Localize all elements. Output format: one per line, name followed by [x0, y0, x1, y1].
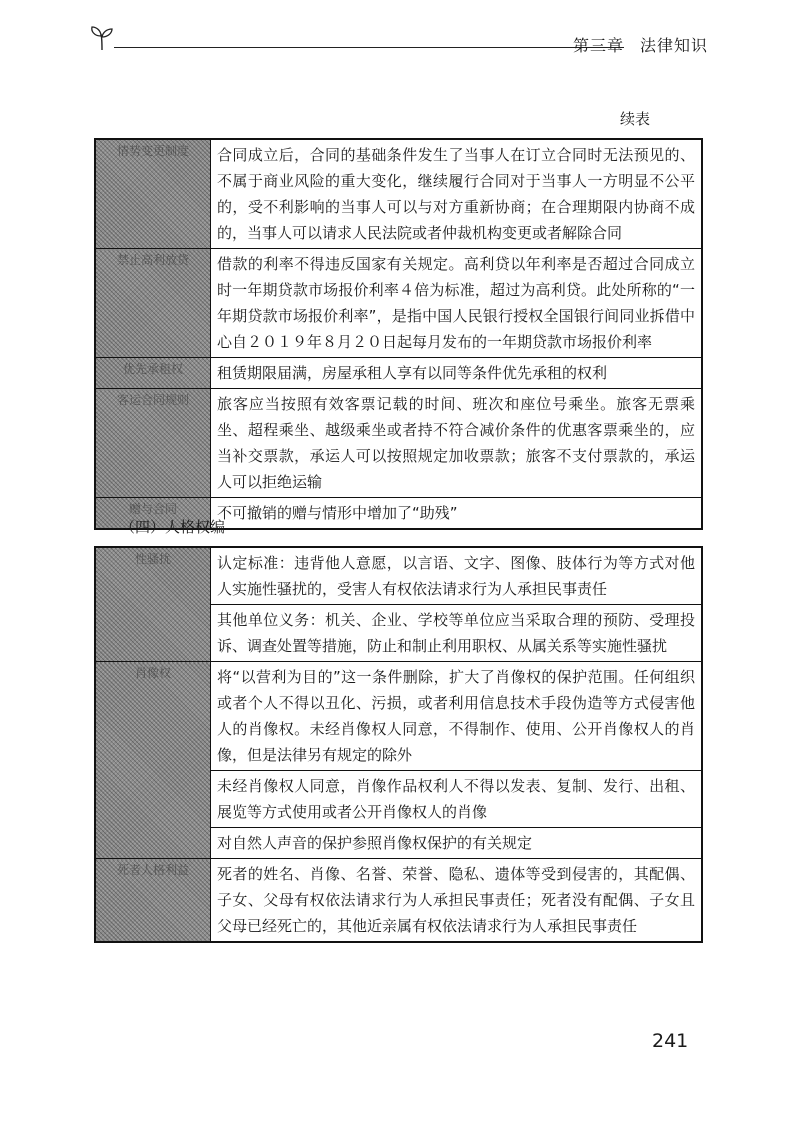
- category-label: 禁止高利放贷: [116, 253, 189, 267]
- page-number: 241: [652, 1030, 689, 1052]
- table-row: [95, 547, 702, 605]
- content-cell: 死者的姓名、肖像、名誉、荣誉、隐私、遗体等受到侵害的，其配偶、子女、父母有权依法请求行为人承担民事责任；死者没有配偶、子女且父母已经死亡的，其他近亲属有权依法请求行为人承担民事责任: [211, 859, 703, 943]
- table-row: [95, 859, 702, 943]
- content-cell: 认定标准：违背他人意愿，以言语、文字、图像、肢体行为等方式对他人实施性骚扰的，受害人有权依法请求行为人承担民事责任: [211, 547, 703, 605]
- content-cell: 借款的利率不得违反国家有关规定。高利贷以年利率是否超过合同成立时一年期贷款市场报价利率４倍为标准，超过为高利贷。此处所称的“一年期贷款市场报价利率”，是指中国人民银行授权全国银行间同业拆借中心自２０１９年８月２０日起每月发布的一年期贷款市场报价利率: [211, 249, 703, 358]
- header-title: [573, 33, 708, 56]
- content-cell: 租赁期限届满，房屋承租人享有以同等条件优先承租的权利: [211, 358, 703, 389]
- category-label: 优先承租权: [122, 362, 183, 376]
- chapter-number: 第三章: [572, 36, 624, 55]
- table-row: [95, 358, 702, 389]
- category-cell: [95, 358, 211, 389]
- category-cell: [95, 139, 211, 249]
- content-cell: 未经肖像权人同意，肖像作品权利人不得以发表、复制、发行、出租、展览等方式使用或者公开肖像权人的肖像: [211, 771, 703, 828]
- continued-label: 续表: [620, 110, 651, 128]
- category-cell: [95, 662, 211, 859]
- category-cell: [95, 547, 211, 662]
- running-header: [88, 24, 708, 64]
- category-label: 性骚扰: [134, 552, 171, 566]
- sprout-icon: [88, 24, 118, 54]
- content-cell: 不可撤销的赠与情形中增加了“助残”: [211, 498, 703, 530]
- content-cell: 将“以营利为目的”这一条件删除，扩大了肖像权的保护范围。任何组织或者个人不得以丑化、污损，或者利用信息技术手段伪造等方式侵害他人的肖像权。未经肖像权人同意，不得制作、使用、公开肖像权人的肖像，但是法律另有规定的除外: [211, 662, 703, 771]
- chapter-title: 法律知识: [639, 36, 708, 55]
- category-label: 情势变更制度: [116, 144, 189, 158]
- content-cell: 其他单位义务：机关、企业、学校等单位应当采取合理的预防、受理投诉、调查处置等措施，防止和制止利用职权、从属关系等实施性骚扰: [211, 605, 703, 662]
- table-row: [95, 249, 702, 358]
- category-label: 死者人格利益: [116, 863, 189, 877]
- content-cell: 合同成立后，合同的基础条件发生了当事人在订立合同时无法预见的、不属于商业风险的重大变化，继续履行合同对于当事人一方明显不公平的，受不利影响的当事人可以与对方重新协商；在合理期限内协商不成的，当事人可以请求人民法院或者仲裁机构变更或者解除合同: [211, 139, 703, 249]
- header-rule: [114, 47, 624, 48]
- category-cell: [95, 389, 211, 498]
- contract-table: [94, 138, 703, 530]
- content-cell: 对自然人声音的保护参照肖像权保护的有关规定: [211, 828, 703, 859]
- category-cell: [95, 249, 211, 358]
- category-label: 客运合同规则: [116, 393, 189, 407]
- table-row: [95, 139, 702, 249]
- category-cell: [95, 859, 211, 943]
- table-row: [95, 389, 702, 498]
- category-label: 赠与合同: [128, 502, 177, 516]
- content-cell: 旅客应当按照有效客票记载的时间、班次和座位号乘坐。旅客无票乘坐、超程乘坐、越级乘坐或者持不符合减价条件的优惠客票乘坐的，应当补交票款，承运人可以按照规定加收票款；旅客不支付票款的，承运人可以拒绝运输: [211, 389, 703, 498]
- category-label: 肖像权: [134, 666, 171, 680]
- personality-rights-table: [94, 546, 703, 943]
- table-row: [95, 662, 702, 771]
- section-title: （四）人格权编: [120, 518, 226, 536]
